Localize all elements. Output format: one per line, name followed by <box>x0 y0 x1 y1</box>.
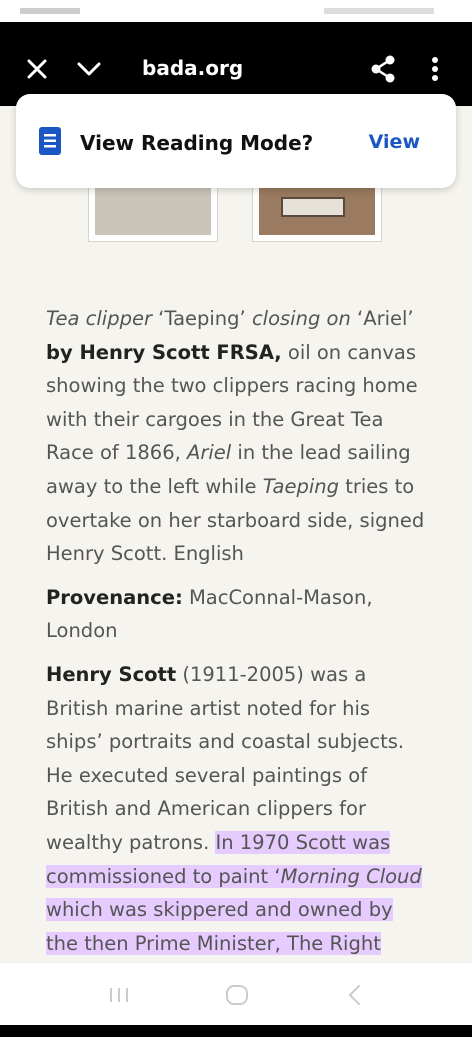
artist-name: Henry Scott <box>46 662 177 686</box>
view-button[interactable]: View <box>368 131 420 153</box>
thumbnail-image <box>95 183 211 235</box>
text-bold: by Henry Scott FRSA, <box>46 340 282 364</box>
share-icon <box>370 55 396 83</box>
more-vertical-icon <box>431 56 439 82</box>
back-icon <box>347 984 363 1006</box>
text-italic: Morning Cloud <box>280 864 422 888</box>
text-span: in the lead sailing away to the left while <box>46 441 411 498</box>
text-span: tries to overtake on her starboard side, signed Henry Scott. English <box>46 474 425 566</box>
provenance-value: MacConnal-Mason, London <box>46 585 373 643</box>
text-span: which was skippered and owned by the then Prime Minister, The Right <box>46 898 393 955</box>
provenance-label: Provenance: <box>46 585 183 609</box>
article-body <box>46 302 426 1037</box>
navigation-bar <box>0 962 472 1025</box>
text-italic: Tea clipper <box>46 307 152 330</box>
url-text[interactable]: bada.org <box>142 56 244 80</box>
thumbnail-frame <box>281 197 345 217</box>
minimize-button[interactable] <box>72 52 106 86</box>
text-italic: Taeping <box>262 474 340 498</box>
text-span: ‘Ariel’ <box>350 307 414 330</box>
reading-mode-title: View Reading Mode? <box>80 131 314 155</box>
web-page-content[interactable] <box>0 106 472 962</box>
text-italic: closing on <box>251 307 351 330</box>
close-button[interactable] <box>20 52 54 86</box>
close-icon <box>26 58 48 80</box>
gallery-thumbnail-2[interactable] <box>252 182 382 242</box>
chevron-down-icon <box>76 60 102 78</box>
status-bar <box>0 0 472 22</box>
gallery-thumbnail-1[interactable] <box>88 182 218 242</box>
text-span: (1911-2005) was a British marine artist noted for his ships’ portraits and coastal subjects. He executed several paintings of British and American clippers for wealthy patrons. <box>46 662 405 854</box>
status-icons <box>264 6 444 16</box>
back-button[interactable] <box>340 981 370 1009</box>
home-icon <box>225 984 249 1006</box>
status-time <box>20 6 100 16</box>
more-menu-button[interactable] <box>418 52 452 86</box>
text-span: oil on canvas showing the two clippers racing home with their cargoes in the Great Tea Race of 1866, <box>46 340 418 465</box>
text-italic: Ariel <box>187 441 232 465</box>
reading-mode-banner <box>16 94 456 188</box>
share-button[interactable] <box>366 52 400 86</box>
recents-icon <box>108 985 130 1005</box>
description-paragraph <box>46 302 426 571</box>
document-icon <box>38 126 62 156</box>
text-span: ‘Taeping’ <box>151 307 252 330</box>
provenance-paragraph <box>46 581 426 648</box>
text-span: In 1970 Scott was commissioned to paint ‘ <box>46 830 391 888</box>
recents-button[interactable] <box>104 981 134 1009</box>
home-button[interactable] <box>222 981 252 1009</box>
